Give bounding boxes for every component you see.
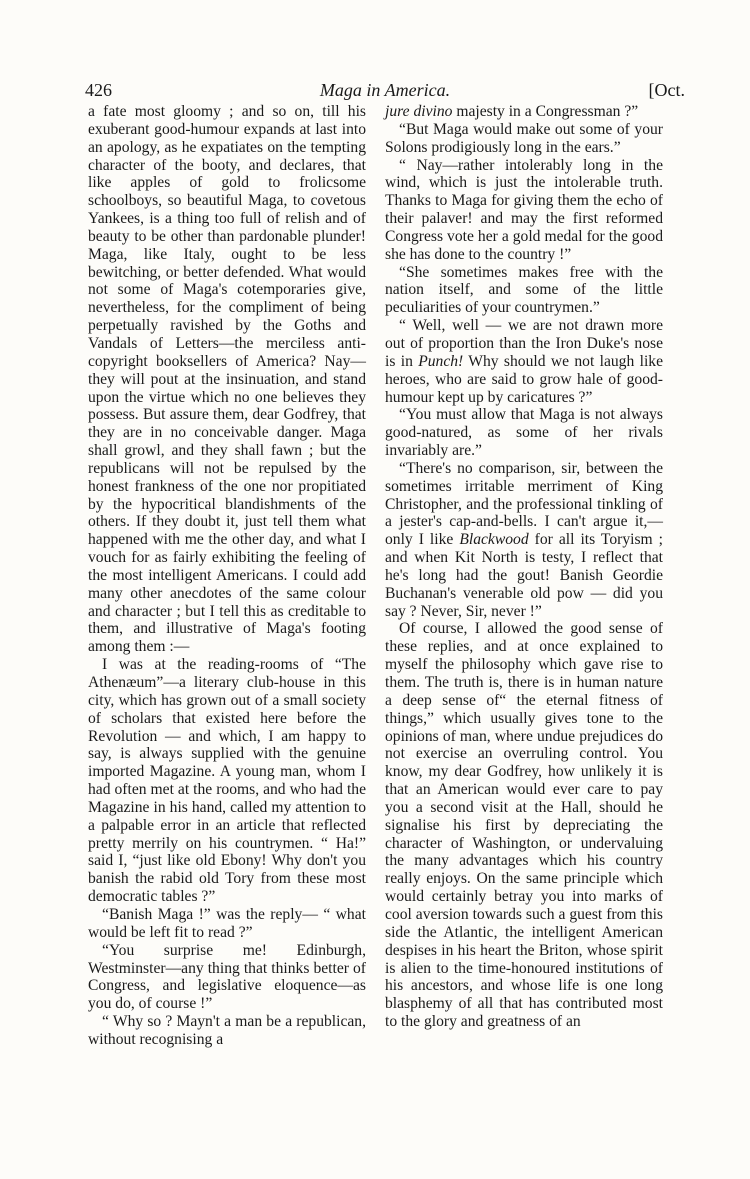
- running-header: [85, 80, 685, 104]
- paragraph: “You must allow that Maga is not always good-natured, as some of her rivals invariably are.”: [385, 406, 663, 460]
- page-number: 426: [85, 80, 112, 100]
- paragraph: jure divino majesty in a Congressman ?”: [385, 103, 639, 120]
- paragraph: “But Maga would make out some of your Solons prodigiously long in the ears.”: [385, 120, 663, 156]
- paragraph: “You surprise me! Edinburgh, Westminster—any thing that thinks better of Congress, and legislative eloquence—as you do, of course !”: [88, 941, 366, 1013]
- paragraph: a fate most gloomy ; and so on, till his exuberant good-humour expands at last into an apology, as he expatiates on the tempting character of the booty, and declares, that like apples of gold to frolicsome schoolboys, so beautiful Maga, to covetous Yankees, is a thing too full of relish and of beauty to be other than pardonable plunder! Maga, like Italy, ought to be less bewitching, or better defended. What would not some of Maga's cotemporaries give, nevertheless, for the compliment of being perpetually ravished by the Goths and Vandals of Letters—the merciless anti-copyright booksellers of America? Nay— they will pout at the insinuation, and stand upon the virtue which no one believes they possess. But assure them, dear Godfrey, that they are in no conceivable danger. Maga shall growl, and they shall fawn ; but the republicans will not be repulsed by the honest frankness of the one nor propitiated by the hypocritical blandishments of the others. If they doubt it, just tell them what happened with me the other day, and what I vouch for as fairly exhibiting the feeling of the most intelligent Americans. I could add many other anecdotes of the same colour and character ; but I tell this as creditable to them, and illustrative of Maga's footing among them :—: [88, 103, 366, 656]
- left-column: [88, 103, 366, 1049]
- paragraph: Of course, I allowed the good sense of these replies, and at once explained to myself the philosophy which gave rise to them. The truth is, there is in human nature a deep sense of“ the eternal fitness of things,” which usually gives tone to the opinions of man, where undue prejudices do not exercise an overruling control. You know, my dear Godfrey, how unlikely it is that an American would ever care to pay you a second visit at the Hall, should he signalise his first by depreciating the character of Washington, or undervaluing the many advantages which his country really enjoys. On the same principle which would certainly betray you into marks of cool aversion towards such a guest from this side the Atlantic, the intelligent American despises in his heart the Briton, whose spirit is alien to the time-honoured institutions of his ancestors, and whose life is one long blasphemy of all that has contributed most to the glory and greatness of an: [385, 620, 663, 1031]
- paragraph: I was at the reading-rooms of “The Athenæum”—a literary club-house in this city, which has grown out of a small society of scholars that existed here before the Revolution — and which, I am happy to say, is always supplied with the genuine imported Magazine. A young man, whom I had often met at the rooms, and who had the Magazine in his hand, called my attention to a palpable error in an article that reflected pretty merrily on his countrymen. “ Ha!” said I, “just like old Ebony! Why don't you banish the rabid old Tory from these most democratic tables ?”: [88, 656, 366, 906]
- paragraph: “ Nay—rather intolerably long in the wind, which is just the intolerable truth. Thanks to Maga for giving them the echo of their palaver! and may the first reformed Congress vote her a gold medal for the good she has done to the country !”: [385, 156, 663, 263]
- paragraph: “There's no comparison, sir, between the sometimes irritable merriment of King Christopher, and the professional tinkling of a jester's cap-and-bells. I can't argue it,—only I like Blackwood for all its Toryism ; and when Kit North is testy, I reflect that he's long had the gout! Banish Geordie Buchanan's venerable old pow — did you say ? Never, Sir, never !”: [385, 459, 663, 620]
- right-column: [385, 103, 663, 1031]
- paragraph: “ Well, well — we are not drawn more out of proportion than the Iron Duke's nose is in Punch! Why should we not laugh like heroes, who are said to grow hale of good-humour kept up by caricatures ?”: [385, 317, 663, 406]
- italic-phrase: jure divino: [385, 103, 453, 120]
- header-month: [Oct.: [648, 80, 685, 100]
- italic-phrase: Blackwood: [459, 531, 529, 549]
- paragraph: “ Why so ? Mayn't a man be a republican, without recognising a: [88, 1013, 366, 1048]
- paragraph: “She sometimes makes free with the nation itself, and some of the little peculiarities of your countrymen.”: [385, 263, 663, 317]
- paragraph: “Banish Maga !” was the reply— “ what would be left fit to read ?”: [88, 905, 366, 941]
- italic-phrase: Punch!: [418, 352, 464, 370]
- running-title: Maga in America.: [319, 80, 451, 100]
